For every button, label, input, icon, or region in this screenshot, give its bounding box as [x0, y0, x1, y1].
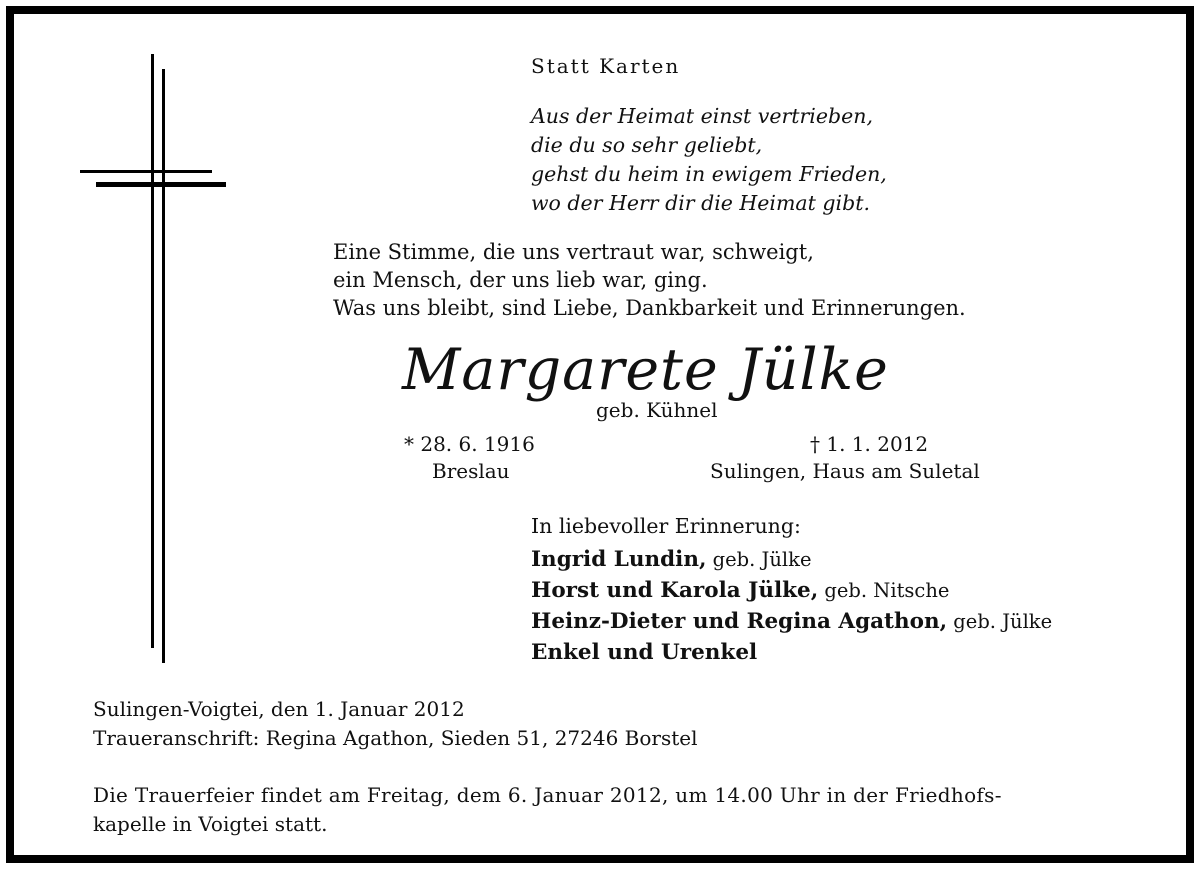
mourner-note: geb. Jülke	[706, 548, 812, 571]
death-place: Sulingen, Haus am Suletal	[710, 459, 980, 483]
verse-line: gehst du heim in ewigem Frieden,	[531, 162, 887, 186]
mourner-name: Ingrid Lundin,	[531, 547, 707, 572]
funeral-line: kapelle in Voigtei statt.	[93, 812, 328, 836]
mourners-list	[531, 544, 1052, 668]
mourning-address: Traueranschrift: Regina Agathon, Sieden 51, 27246 Borstel	[93, 726, 698, 750]
verse-line: Aus der Heimat einst vertrieben,	[531, 104, 873, 128]
mourner-entry	[531, 544, 1052, 575]
verse-line: die du so sehr geliebt,	[531, 133, 763, 157]
death-date: † 1. 1. 2012	[810, 432, 929, 456]
mourner-name: Enkel und Urenkel	[531, 640, 758, 665]
maiden-name: geb. Kühnel	[596, 398, 718, 422]
quote-line: Was uns bleibt, sind Liebe, Dankbarkeit und Erinnerungen.	[333, 296, 966, 320]
mourners-intro: In liebevoller Erinnerung:	[531, 514, 801, 538]
mourner-note: geb. Nitsche	[818, 579, 950, 602]
verse-block	[531, 102, 887, 218]
mourner-note: geb. Jülke	[947, 610, 1053, 633]
funeral-notice	[93, 781, 1123, 839]
quote-line: ein Mensch, der uns lieb war, ging.	[333, 268, 708, 292]
quote-block	[333, 238, 966, 322]
mourner-entry	[531, 637, 1052, 668]
cross-vertical-bar-right	[162, 69, 165, 663]
mourner-name: Horst und Karola Jülke,	[531, 578, 819, 603]
mourner-entry	[531, 575, 1052, 606]
mourner-name: Heinz-Dieter und Regina Agathon,	[531, 609, 948, 634]
mourner-entry	[531, 606, 1052, 637]
place-and-date: Sulingen-Voigtei, den 1. Januar 2012	[93, 697, 465, 721]
obituary-notice	[6, 6, 1194, 863]
quote-line: Eine Stimme, die uns vertraut war, schweigt,	[333, 240, 814, 264]
cross-vertical-bar-left	[151, 54, 154, 648]
birth-date: * 28. 6. 1916	[404, 432, 535, 456]
statt-karten-heading: Statt Karten	[531, 54, 681, 78]
deceased-name: Margarete Jülke	[402, 337, 889, 403]
birth-place: Breslau	[432, 459, 510, 483]
verse-line: wo der Herr dir die Heimat gibt.	[531, 191, 870, 215]
cross-horizontal-bar-thick	[96, 182, 226, 187]
cross-horizontal-bar-thin	[80, 170, 212, 173]
funeral-line: Die Trauerfeier findet am Freitag, dem 6. Januar 2012, um 14.00 Uhr in der Friedhofs-	[93, 783, 1002, 807]
